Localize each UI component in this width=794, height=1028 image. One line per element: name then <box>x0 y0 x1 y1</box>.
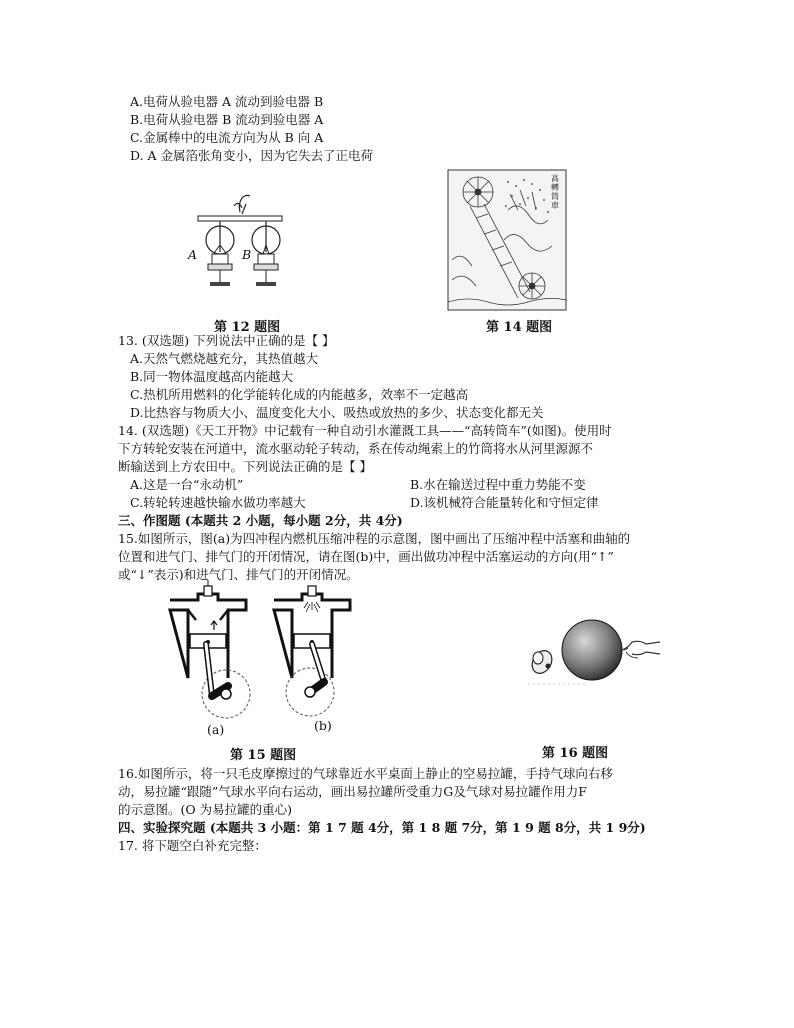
q13-option-b: B.同一物体温度越高内能越大 <box>130 369 294 384</box>
q13-stem: 13. (双选题) 下列说法中正确的是【 】 <box>118 333 335 348</box>
figure-15b-power-stroke <box>272 586 352 726</box>
fig15-label-a: (a) <box>207 722 225 737</box>
q14-stem-line2: 下方转轮安装在河道中，流水驱动轮子转动，系在传动绳索上的竹筒将水从河里源源不 <box>118 441 594 456</box>
q12-option-d: D. A 金属箔张角变小，因为它失去了正电荷 <box>130 148 374 163</box>
fig16-caption: 第 16 题图 <box>542 746 609 761</box>
fig12-label-b: B <box>242 247 252 262</box>
q12-option-b: B.电荷从验电器 B 流动到验电器 A <box>130 112 324 127</box>
figure-15a-compression-stroke <box>168 586 248 726</box>
q14-option-c: C.转轮转速越快输水做功率越大 <box>130 495 306 510</box>
fig14-caption: 第 14 题图 <box>486 320 553 335</box>
q14-option-b: B.水在输送过程中重力势能不变 <box>410 477 586 492</box>
q14-option-a: A.这是一台“永动机” <box>130 477 244 492</box>
q13-option-c: C.热机所用燃料的化学能转化成的内能越多，效率不一定越高 <box>130 387 469 402</box>
q14-stem-line1: 14. (双选题)《天工开物》中记载有一种自动引水灌溉工具——“高转筒车”(如图)。使用时 <box>118 423 612 438</box>
q12-option-c: C.金属棒中的电流方向为从 B 向 A <box>130 130 324 145</box>
q16-stem-line3: 的示意图。(O 为易拉罐的重心) <box>118 802 292 817</box>
q17-stem: 17. 将下题空白补充完整： <box>118 838 267 853</box>
q15-stem-line1: 15.如图所示，图(a)为四冲程内燃机压缩冲程的示意图，图中画出了压缩冲程中活塞和曲轴的 <box>118 531 631 546</box>
fig15-label-b: (b) <box>314 718 332 733</box>
q13-option-a: A.天然气燃烧越充分，其热值越大 <box>130 351 319 366</box>
q13-option-d: D.比热容与物质大小、温度变化大小、吸热或放热的多少、状态变化都无关 <box>130 405 544 420</box>
figure-16-balloon-can <box>528 618 662 688</box>
figure-12-electroscopes <box>180 190 300 290</box>
q16-stem-line1: 16.如图所示，将一只毛皮摩擦过的气球靠近水平桌面上静止的空易拉罐，手持气球向右移 <box>118 766 613 781</box>
q14-stem-line3: 断输送到上方农田中。下列说法正确的是【 】 <box>118 459 372 474</box>
section-4-heading: 四、实验探究题 (本题共 3 小题：第 1 7 题 4分，第 1 8 题 7分，第 1 9 题 8分，共 1 9分) <box>118 820 646 835</box>
fig12-label-a: A <box>188 247 198 262</box>
q16-stem-line2: 动，易拉罐“跟随”气球水平向右运动，画出易拉罐所受重力G及气球对易拉罐作用力F <box>118 784 587 799</box>
section-3-heading: 三、作图题 (本题共 2 小题，每小题 2分，共 4分) <box>118 513 403 528</box>
fig15-caption: 第 15 题图 <box>230 748 297 763</box>
q14-option-d: D.该机械符合能量转化和守恒定律 <box>410 495 599 510</box>
fig14-engraving-title: 高轉筒車 <box>551 174 559 210</box>
q15-stem-line2: 位置和进气门、排气门的开闭情况，请在图(b)中，画出做功冲程中活塞运动的方向(用“↑” <box>118 549 614 564</box>
q12-option-a: A.电荷从验电器 A 流动到验电器 B <box>130 94 324 109</box>
figure-14-water-wheel <box>448 170 566 310</box>
fig12-caption: 第 12 题图 <box>214 320 281 335</box>
q15-stem-line3: 或“↓”表示)和进气门、排气门的开闭情况。 <box>118 567 359 582</box>
